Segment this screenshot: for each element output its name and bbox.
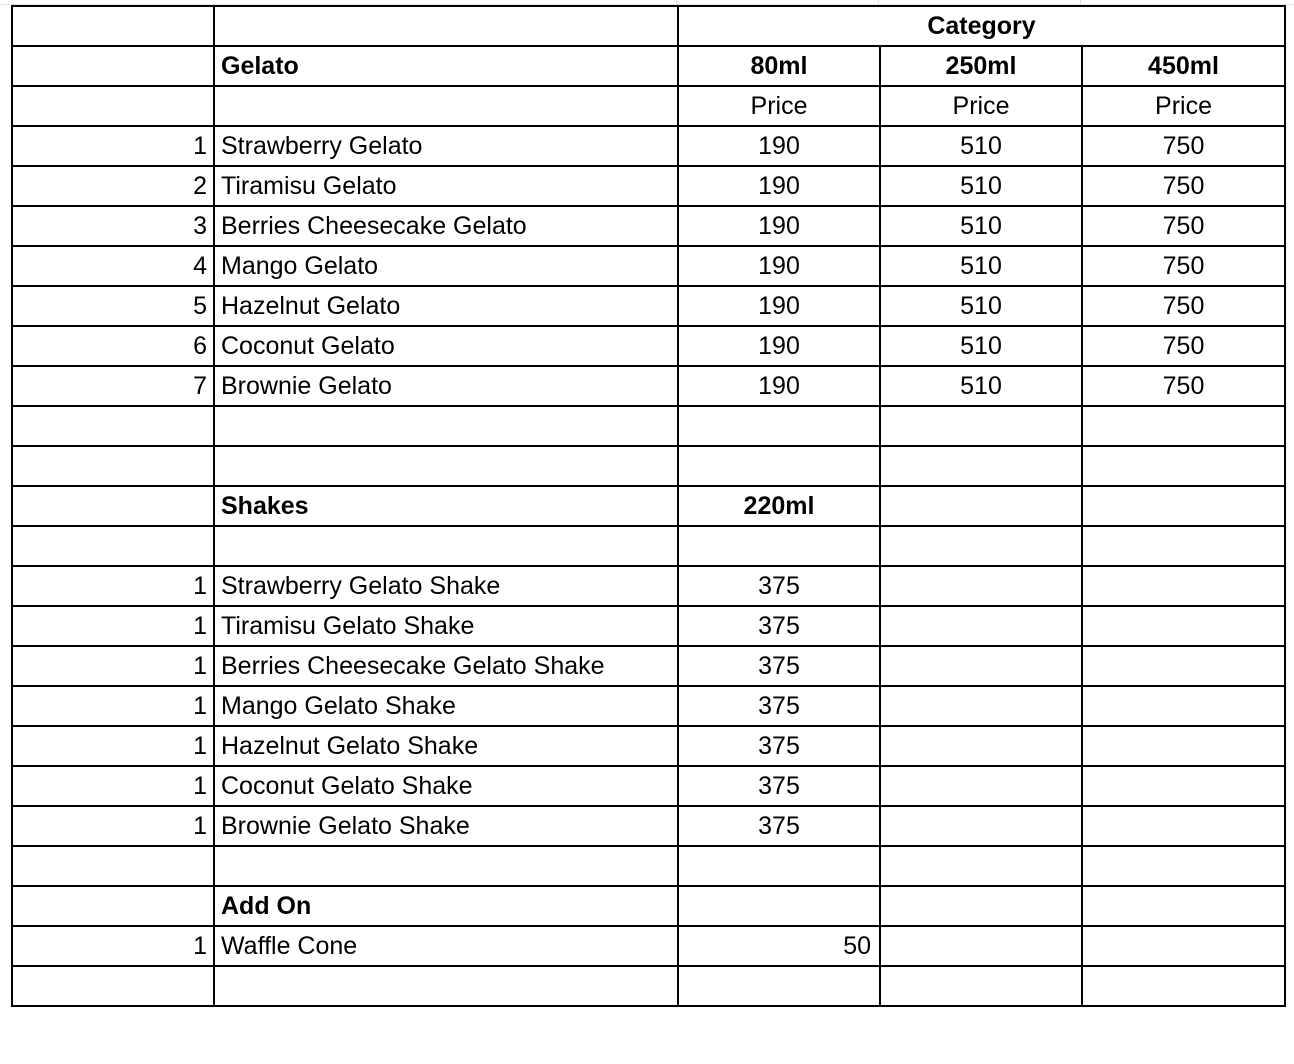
empty-row — [12, 406, 1285, 446]
gelato-row — [12, 206, 1285, 246]
price-label[interactable]: Price — [678, 86, 880, 126]
gelato-row — [12, 286, 1285, 326]
cell[interactable] — [880, 526, 1082, 566]
gelato-row — [12, 246, 1285, 286]
gelato-row — [12, 366, 1285, 406]
cell[interactable] — [1082, 766, 1285, 806]
price-450ml[interactable]: 750 — [1082, 126, 1285, 166]
shake-price[interactable]: 375 — [678, 566, 880, 606]
cell[interactable] — [880, 766, 1082, 806]
cell[interactable] — [1082, 486, 1285, 526]
row-number[interactable]: 7 — [12, 366, 214, 406]
row-number[interactable]: 1 — [12, 646, 214, 686]
price-450ml[interactable]: 750 — [1082, 366, 1285, 406]
shake-name[interactable]: Coconut Gelato Shake — [214, 766, 678, 806]
cell[interactable] — [1082, 966, 1285, 1006]
cell[interactable] — [880, 406, 1082, 446]
row-number[interactable]: 1 — [12, 766, 214, 806]
price-80ml[interactable]: 190 — [678, 166, 880, 206]
cell[interactable] — [880, 886, 1082, 926]
cell[interactable] — [880, 686, 1082, 726]
price-250ml[interactable]: 510 — [880, 246, 1082, 286]
shake-price[interactable]: 375 — [678, 686, 880, 726]
row-number[interactable]: 1 — [12, 566, 214, 606]
gelato-section-title[interactable]: Gelato — [214, 46, 678, 86]
category-header[interactable]: Category — [678, 6, 1285, 46]
cell[interactable] — [1082, 806, 1285, 846]
cell[interactable] — [1082, 926, 1285, 966]
cell[interactable] — [1082, 886, 1285, 926]
size-80ml-header[interactable]: 80ml — [678, 46, 880, 86]
shake-row — [12, 766, 1285, 806]
cell[interactable] — [12, 526, 214, 566]
cell[interactable] — [12, 486, 214, 526]
gelato-row — [12, 166, 1285, 206]
cell[interactable] — [880, 486, 1082, 526]
price-80ml[interactable]: 190 — [678, 126, 880, 166]
cell[interactable] — [214, 446, 678, 486]
row-number[interactable]: 1 — [12, 726, 214, 766]
row-number[interactable]: 1 — [12, 926, 214, 966]
price-80ml[interactable]: 190 — [678, 326, 880, 366]
shake-price[interactable]: 375 — [678, 806, 880, 846]
cell[interactable] — [1082, 446, 1285, 486]
cell[interactable] — [880, 726, 1082, 766]
shake-name[interactable]: Strawberry Gelato Shake — [214, 566, 678, 606]
shake-name[interactable]: Hazelnut Gelato Shake — [214, 726, 678, 766]
addon-price[interactable]: 50 — [678, 926, 880, 966]
cell[interactable] — [214, 846, 678, 886]
empty-row — [12, 846, 1285, 886]
cell[interactable] — [678, 446, 880, 486]
cell[interactable] — [214, 526, 678, 566]
gelato-name[interactable]: Berries Cheesecake Gelato — [214, 206, 678, 246]
cell[interactable] — [12, 6, 214, 46]
cell[interactable] — [880, 646, 1082, 686]
gelato-name[interactable]: Hazelnut Gelato — [214, 286, 678, 326]
header-row-price — [12, 86, 1285, 126]
row-number[interactable]: 6 — [12, 326, 214, 366]
shake-row — [12, 566, 1285, 606]
cell[interactable] — [678, 886, 880, 926]
gelato-name[interactable]: Brownie Gelato — [214, 366, 678, 406]
gelato-name[interactable]: Strawberry Gelato — [214, 126, 678, 166]
cell[interactable] — [678, 406, 880, 446]
price-450ml[interactable]: 750 — [1082, 246, 1285, 286]
cell[interactable] — [678, 966, 880, 1006]
row-number[interactable]: 1 — [12, 126, 214, 166]
price-250ml[interactable]: 510 — [880, 366, 1082, 406]
price-80ml[interactable]: 190 — [678, 206, 880, 246]
price-table — [11, 5, 1286, 1007]
shake-price[interactable]: 375 — [678, 646, 880, 686]
cell[interactable] — [12, 886, 214, 926]
price-80ml[interactable]: 190 — [678, 366, 880, 406]
addon-row — [12, 926, 1285, 966]
cell[interactable] — [214, 6, 678, 46]
addon-header-row — [12, 886, 1285, 926]
price-80ml[interactable]: 190 — [678, 286, 880, 326]
cell[interactable] — [880, 926, 1082, 966]
header-row-sizes — [12, 46, 1285, 86]
empty-row — [12, 966, 1285, 1006]
shake-name[interactable]: Tiramisu Gelato Shake — [214, 606, 678, 646]
cell[interactable] — [1082, 726, 1285, 766]
cell[interactable] — [12, 446, 214, 486]
size-250ml-header[interactable]: 250ml — [880, 46, 1082, 86]
shake-row — [12, 646, 1285, 686]
shake-price[interactable]: 375 — [678, 726, 880, 766]
size-450ml-header[interactable]: 450ml — [1082, 46, 1285, 86]
cell[interactable] — [214, 966, 678, 1006]
row-number[interactable]: 2 — [12, 166, 214, 206]
cell[interactable] — [880, 566, 1082, 606]
cell[interactable] — [12, 846, 214, 886]
cell[interactable] — [880, 606, 1082, 646]
row-number[interactable]: 1 — [12, 806, 214, 846]
shake-row — [12, 726, 1285, 766]
price-250ml[interactable]: 510 — [880, 126, 1082, 166]
price-450ml[interactable]: 750 — [1082, 326, 1285, 366]
shakes-header-row — [12, 486, 1285, 526]
row-number[interactable]: 5 — [12, 286, 214, 326]
cell[interactable] — [678, 526, 880, 566]
shake-row — [12, 606, 1285, 646]
shake-price[interactable]: 375 — [678, 766, 880, 806]
cell[interactable] — [12, 86, 214, 126]
row-number[interactable]: 1 — [12, 606, 214, 646]
cell[interactable] — [12, 46, 214, 86]
gelato-row — [12, 326, 1285, 366]
header-row-category — [12, 6, 1285, 46]
cell[interactable] — [12, 966, 214, 1006]
price-450ml[interactable]: 750 — [1082, 206, 1285, 246]
addon-name[interactable]: Waffle Cone — [214, 926, 678, 966]
addon-section-title[interactable]: Add On — [214, 886, 678, 926]
cell[interactable] — [214, 406, 678, 446]
cell[interactable] — [880, 806, 1082, 846]
shake-row — [12, 806, 1285, 846]
gelato-name[interactable]: Coconut Gelato — [214, 326, 678, 366]
price-80ml[interactable]: 190 — [678, 246, 880, 286]
price-label[interactable]: Price — [880, 86, 1082, 126]
shake-size-header[interactable]: 220ml — [678, 486, 880, 526]
cell[interactable] — [880, 446, 1082, 486]
shakes-section-title[interactable]: Shakes — [214, 486, 678, 526]
shake-name[interactable]: Berries Cheesecake Gelato Shake — [214, 646, 678, 686]
cell[interactable] — [880, 846, 1082, 886]
cell[interactable] — [214, 86, 678, 126]
price-label[interactable]: Price — [1082, 86, 1285, 126]
empty-row — [12, 526, 1285, 566]
shake-name[interactable]: Mango Gelato Shake — [214, 686, 678, 726]
shake-row — [12, 686, 1285, 726]
empty-row — [12, 446, 1285, 486]
row-number[interactable]: 3 — [12, 206, 214, 246]
price-250ml[interactable]: 510 — [880, 206, 1082, 246]
shake-price[interactable]: 375 — [678, 606, 880, 646]
cell[interactable] — [12, 406, 214, 446]
shake-name[interactable]: Brownie Gelato Shake — [214, 806, 678, 846]
cell[interactable] — [1082, 406, 1285, 446]
row-number[interactable]: 1 — [12, 686, 214, 726]
cell[interactable] — [1082, 846, 1285, 886]
gelato-row — [12, 126, 1285, 166]
gelato-name[interactable]: Tiramisu Gelato — [214, 166, 678, 206]
price-250ml[interactable]: 510 — [880, 166, 1082, 206]
cell[interactable] — [1082, 606, 1285, 646]
price-250ml[interactable]: 510 — [880, 326, 1082, 366]
cell[interactable] — [880, 966, 1082, 1006]
cell[interactable] — [1082, 646, 1285, 686]
cell[interactable] — [678, 846, 880, 886]
price-450ml[interactable]: 750 — [1082, 166, 1285, 206]
cell[interactable] — [1082, 686, 1285, 726]
price-250ml[interactable]: 510 — [880, 286, 1082, 326]
cell[interactable] — [1082, 566, 1285, 606]
row-number[interactable]: 4 — [12, 246, 214, 286]
gelato-name[interactable]: Mango Gelato — [214, 246, 678, 286]
price-450ml[interactable]: 750 — [1082, 286, 1285, 326]
cell[interactable] — [1082, 526, 1285, 566]
